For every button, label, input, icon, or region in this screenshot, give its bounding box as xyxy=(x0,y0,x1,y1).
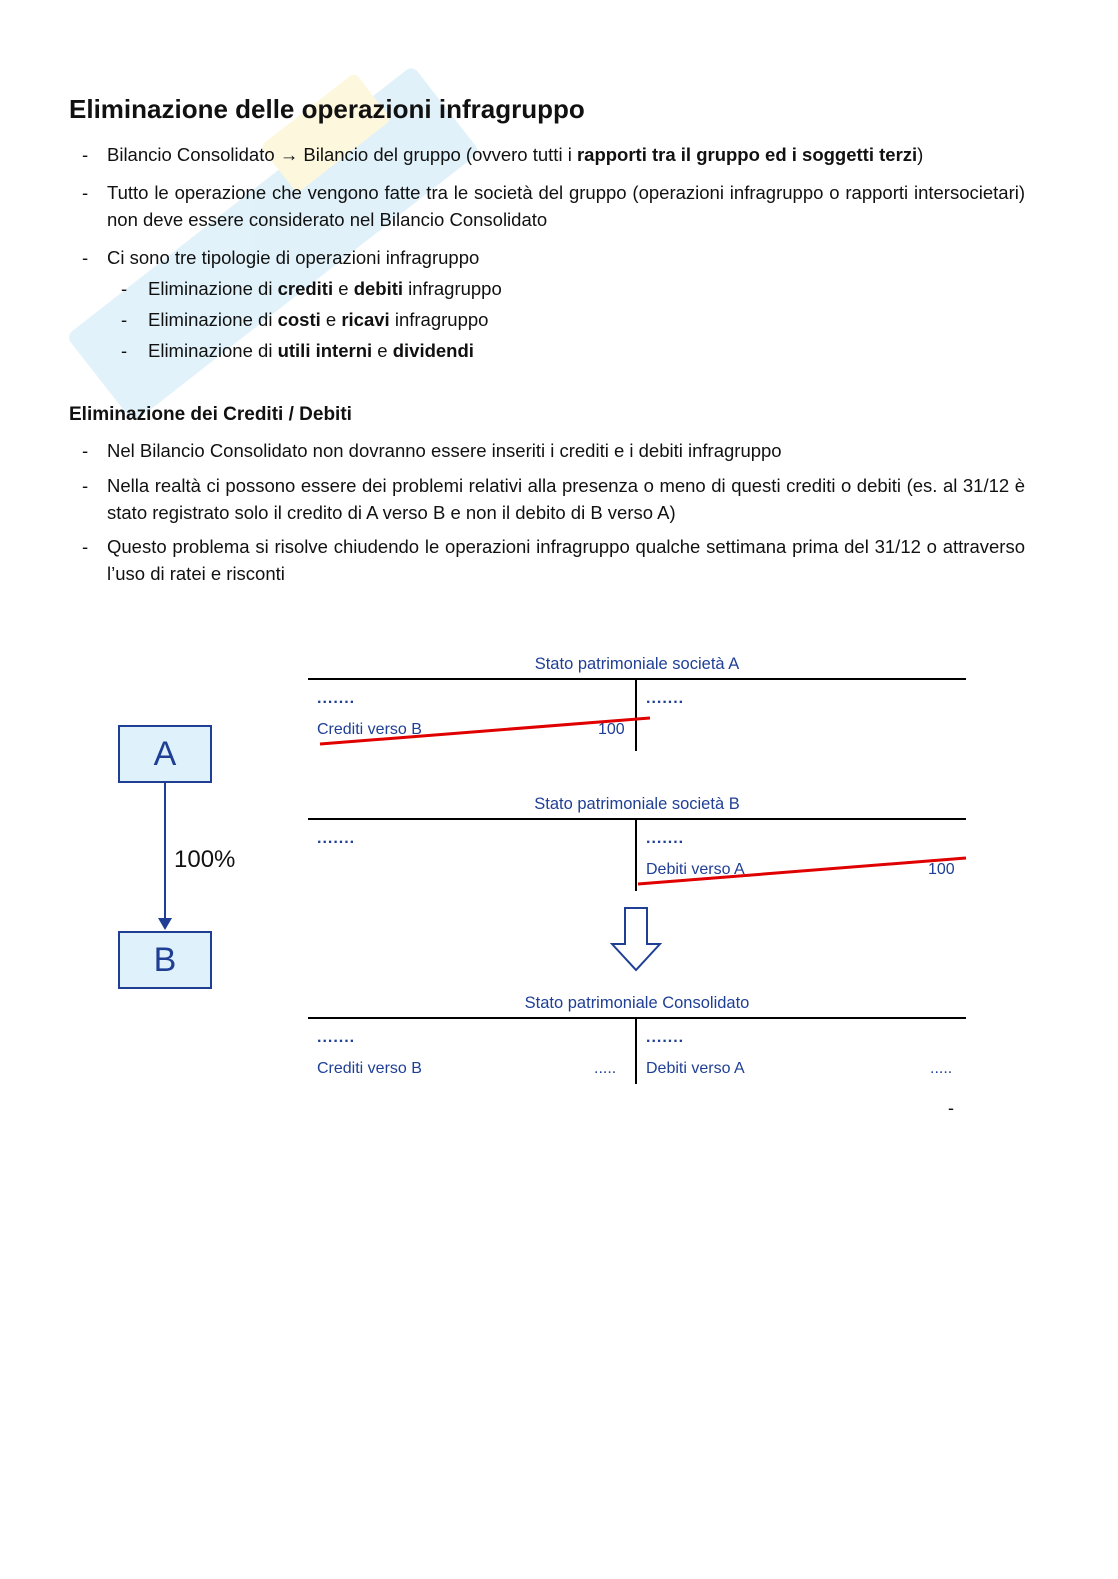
section-heading: Eliminazione dei Crediti / Debiti xyxy=(69,404,352,425)
table-c-title: Stato patrimoniale Consolidato xyxy=(524,994,750,1012)
bullet-dash: - xyxy=(121,309,128,330)
table-b-top-rule xyxy=(308,818,966,820)
company-b-box: B xyxy=(118,931,212,989)
sub-list-item: - Eliminazione di utili interni e dividendi xyxy=(148,337,848,364)
table-c-left-dots: ....... xyxy=(317,1029,356,1046)
text: Nella realtà ci possono essere dei problemi relativi alla presenza o meno di questi crediti o debiti (es. al 31/12 è stato registrato solo il credito di A verso B e non il debito di B verso A) xyxy=(107,475,1025,523)
list-item xyxy=(82,472,1025,526)
table-b-right-dots: ....... xyxy=(646,830,685,847)
table-a-left-dots: ....... xyxy=(317,690,356,707)
text: ) xyxy=(917,144,924,165)
trailing-dash: - xyxy=(948,1098,954,1118)
table-c-divider xyxy=(635,1018,637,1084)
table-c-payable-label: Debiti verso A xyxy=(646,1060,745,1077)
text: Tutto le operazione che vengono fatte tra le società del gruppo (operazioni infragruppo o rapporti intersocietari) non deve essere considerato nel Bilancio Consolidato xyxy=(107,182,1025,230)
bullet-dash: - xyxy=(121,340,128,361)
table-b-payable-label: Debiti verso A xyxy=(646,861,745,878)
bullet-dash: - xyxy=(82,247,89,268)
list-item xyxy=(82,141,1025,168)
strike-line-b xyxy=(636,854,970,888)
bullet-dash: - xyxy=(82,144,89,165)
list-item xyxy=(82,179,1025,233)
arrow-head-icon xyxy=(157,918,173,932)
text: Bilancio Consolidato → Bilancio del gruppo (ovvero tutti i xyxy=(107,144,577,165)
table-b-title: Stato patrimoniale società B xyxy=(534,795,740,813)
table-b-payable-value: 100 xyxy=(928,861,955,878)
table-a-receivable-label: Crediti verso B xyxy=(317,721,422,738)
strike-line-a xyxy=(318,714,654,748)
company-a-box: A xyxy=(118,725,212,783)
table-a-top-rule xyxy=(308,678,966,680)
ownership-percentage: 100% xyxy=(174,846,236,873)
table-c-receivable-value: ..... xyxy=(594,1060,617,1077)
text: Questo problema si risolve chiudendo le operazioni infragruppo qualche settimana prima del 31/12 o attraverso l’uso di ratei e risconti xyxy=(107,536,1025,584)
list-item xyxy=(82,533,1025,587)
bullet-dash: - xyxy=(121,278,128,299)
table-c-payable-value: ..... xyxy=(930,1060,953,1077)
list-item xyxy=(82,244,1025,271)
ownership-arrow-line xyxy=(164,783,166,925)
table-c-receivable-label: Crediti verso B xyxy=(317,1060,422,1077)
table-a-receivable-value: 100 xyxy=(598,721,625,738)
sub-list-item: - Eliminazione di costi e ricavi infragruppo xyxy=(148,306,848,333)
down-arrow-icon xyxy=(610,906,662,974)
table-b-left-dots: ....... xyxy=(317,830,356,847)
table-a-right-dots: ....... xyxy=(646,690,685,707)
table-c-right-dots: ....... xyxy=(646,1029,685,1046)
table-a-title: Stato patrimoniale società A xyxy=(534,655,740,673)
bullet-dash: - xyxy=(82,182,89,203)
list-item xyxy=(82,437,1025,464)
bullet-dash: - xyxy=(82,536,89,557)
text: Nel Bilancio Consolidato non dovranno essere inseriti i crediti e i debiti infragruppo xyxy=(107,440,782,461)
text: Ci sono tre tipologie di operazioni infragruppo xyxy=(107,247,480,268)
sub-list-item: - Eliminazione di crediti e debiti infragruppo xyxy=(148,275,848,302)
bullet-dash: - xyxy=(82,475,89,496)
bullet-dash: - xyxy=(82,440,89,461)
bold-text: rapporti tra il gruppo ed i soggetti terzi xyxy=(576,144,918,165)
page-title: Eliminazione delle operazioni infragruppo xyxy=(69,94,585,124)
table-c-top-rule xyxy=(308,1017,966,1019)
